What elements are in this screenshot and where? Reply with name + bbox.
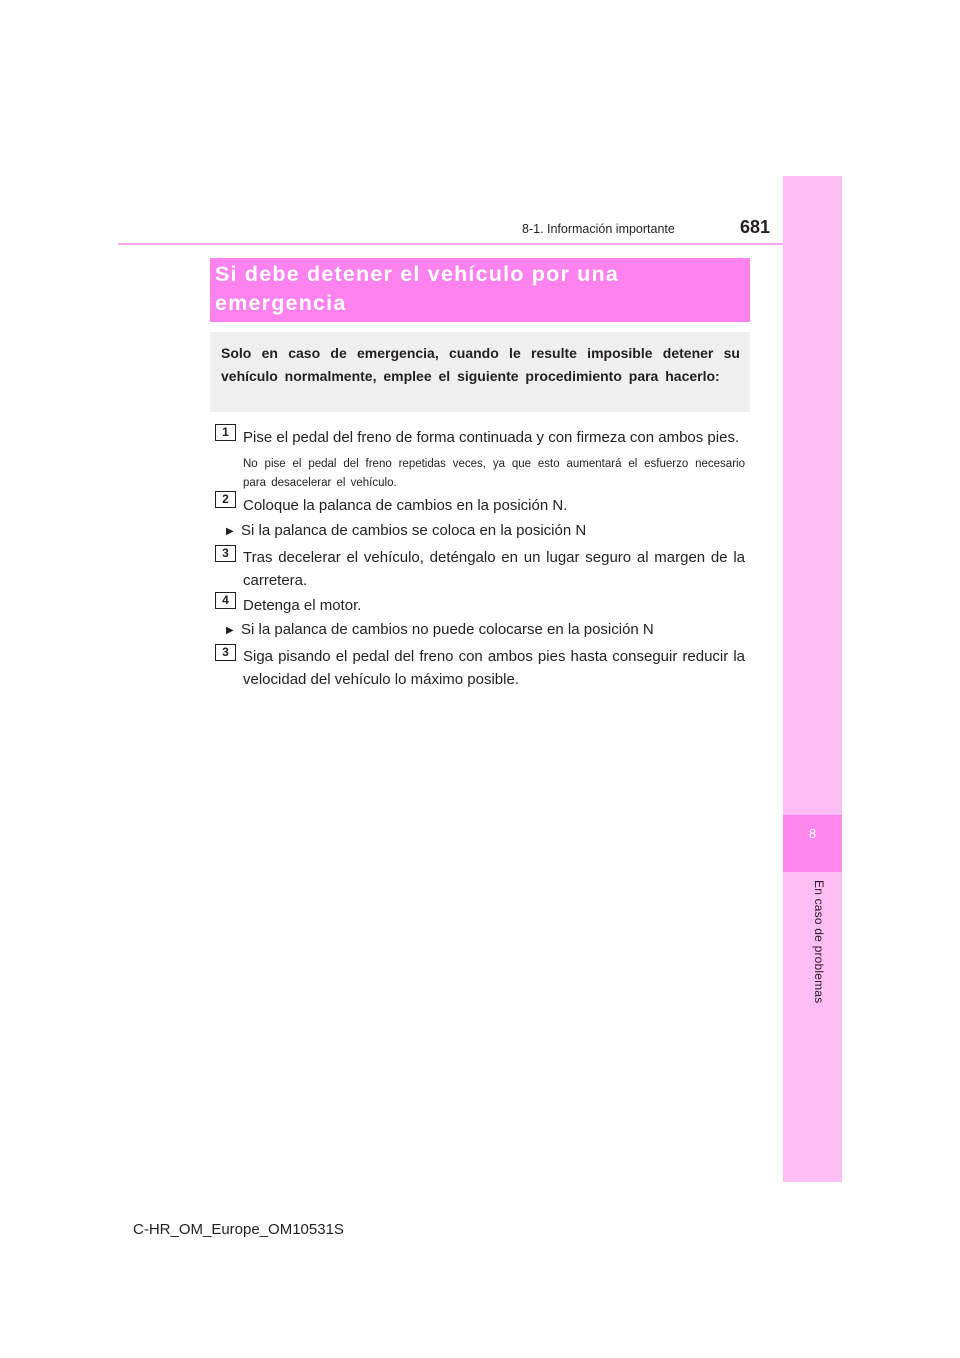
page-number: 681 [740,217,771,237]
side-tab-chapter-label: En caso de problemas [812,880,826,1004]
step-text: Coloque la palanca de cambios en la posición N. [243,497,568,514]
step-number-badge: 4 [215,592,236,609]
side-tab [783,176,842,1182]
condition-bullet [226,620,746,641]
step-text: Detenga el motor. [243,597,362,614]
step-number-badge: 3 [215,545,236,562]
condition-text: Si la palanca de cambios no puede colocarse en la posición N [241,621,654,638]
side-tab-chapter-number: 8 [808,826,817,841]
footer-document-id: C-HR_OM_Europe_OM10531S [133,1221,344,1238]
triangle-right-icon: ▶ [226,625,234,636]
section-header: 8-1. Información importante [522,222,675,236]
step-text: Tras decelerar el vehículo, deténgalo en un lugar seguro al margen de la carretera. [243,549,745,589]
step-text: Pise el pedal del freno de forma continuada y con firmeza con ambos pies. [243,429,740,446]
triangle-right-icon: ▶ [226,526,234,537]
side-tab-active-marker [783,815,842,872]
condition-bullet [226,521,746,542]
intro-text: Solo en caso de emergencia, cuando le resulte imposible detener su vehículo normalmente, emplee el siguiente procedimiento para hacerlo: [221,345,740,384]
step-number-badge: 2 [215,491,236,508]
header-rule [118,243,842,245]
condition-text: Si la palanca de cambios se coloca en la posición N [241,522,587,539]
step-number-badge: 3 [215,644,236,661]
step-number-badge: 1 [215,424,236,441]
step-text: Siga pisando el pedal del freno con ambos pies hasta conseguir reducir la velocidad del vehículo lo máximo posible. [243,648,745,688]
step-note: No pise el pedal del freno repetidas veces, ya que esto aumentará el esfuerzo necesario para desacelerar el vehículo. [243,458,745,489]
page-title: Si debe detener el vehículo por una emergencia [215,262,620,315]
